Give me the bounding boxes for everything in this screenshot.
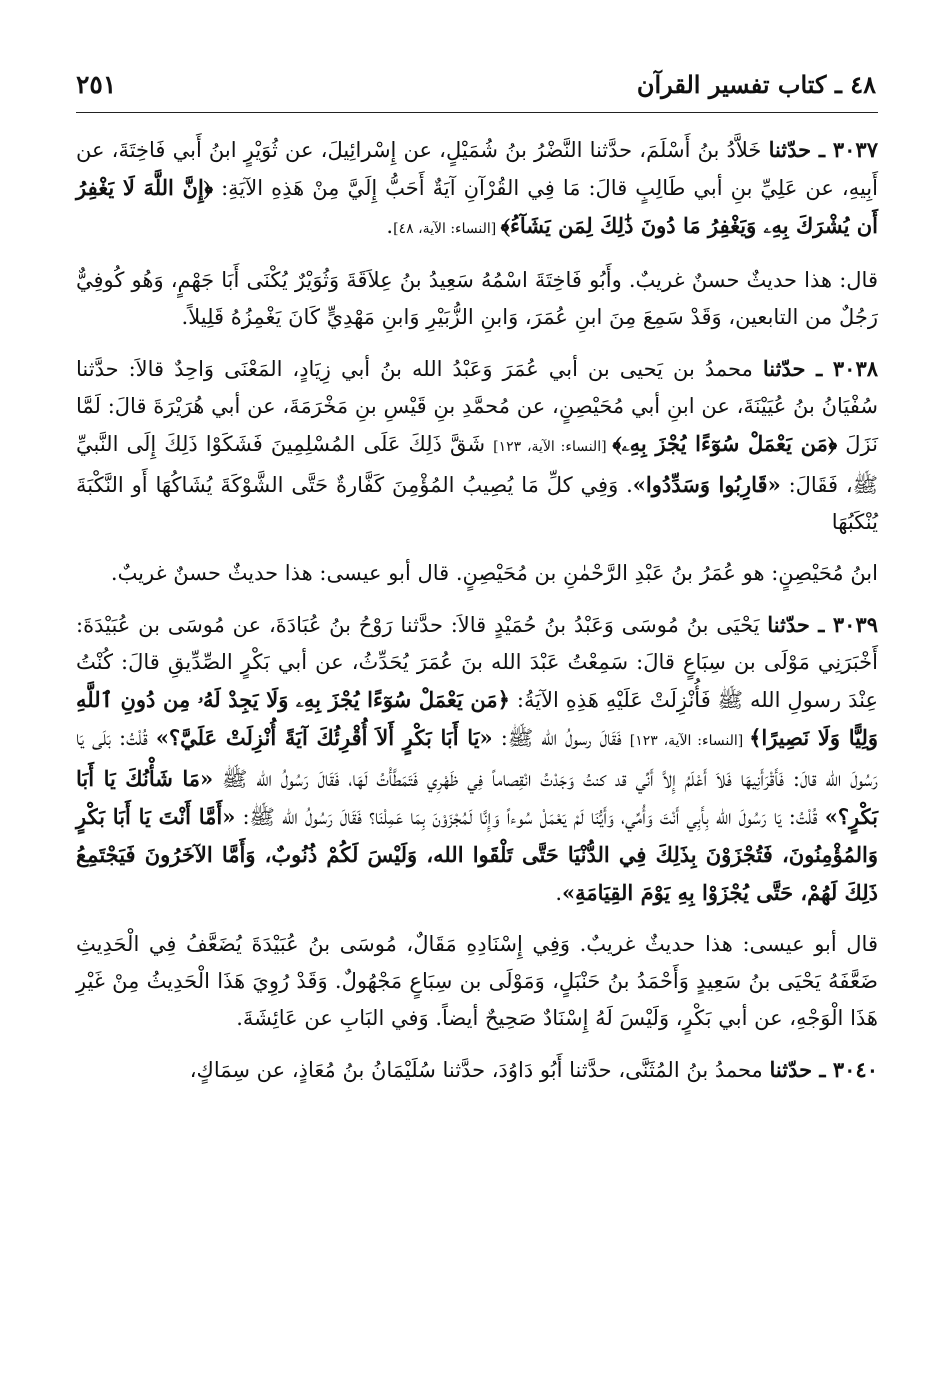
hadith-3037 [76, 131, 878, 248]
commentary-text: قال: هذا حديثٌ حسنٌ غريبٌ. وأَبُو فَاخِتَةَ اسْمُهُ سَعِيدُ بنُ عِلاَقَةَ وَثُوَيْرٌ يُكْنَى أَبَا جَهْمٍ، وَهُو كُوفِيٌّ رَجُلٌ من التابعين، وَقَدْ سَمِعَ مِنَ ابنِ عُمَرَ، وَابنِ الزُّبَيْرِ وَابنِ مَهْدِيٍّ كَانَ يَغْمِزُهُ قَلِيلاً. [76, 268, 878, 329]
hadith-text: محمدُ بن يَحيى بن أبي عُمَرَ وَعَبْدُ الله بنُ أبي زِيَادٍ، المَعْنَى وَاحِدٌ قالاَ: حدَّثنا سُفْيَانُ بنُ عُيَيْنَةَ، عن ابنِ أبي مُحَيْصِنٍ، عن مُحمَّدِ بنِ قَيْسِ بنِ مَخْرَمَةَ، عن أبي هُرَيْرَةَ قالَ: لَمَّا نَزَلَ [76, 357, 878, 456]
hadith-text: . [386, 214, 394, 238]
narration-keyword: حدّثنا [769, 1057, 813, 1082]
chapter-title: ٤٨ ـ كتاب تفسير القرآن [636, 70, 876, 99]
commentary-3039 [76, 926, 878, 1037]
prophet-saying: «قَارِبُوا وَسَدِّدُوا» [632, 472, 781, 497]
hadith-number: ٣٠٣٧ ـ [811, 137, 878, 162]
hadith-text: خَلاَّدُ بنُ أَسْلَمَ، حدَّثنا النَّضْرُ بنُ شُمَيْلٍ، عن إِسْرائِيلَ، عن ثُوَيْرٍ ابنُ أَبي فَاخِتَةَ، عن أَبِيهِ، عن عَلِيِّ بنِ أبي طَالِبٍ قالَ: مَا فِي القُرْآنِ آيَةٌ أَحَبُّ إِلَيَّ مِنْ هَذِهِ الآيَةِ: [76, 138, 878, 200]
page-header [76, 64, 878, 113]
hadith-text: قُلْتُ: يَا رَسُولَ الله بِأَبِي أَنْتَ وَأُمِّي، وَأَيُّنَا لَمْ يَعْمَلْ سُوءاً وَإِنَّا لَمُجْزَوْنَ بِمَا عَمِلْنَا؟ فَقَالَ رَسُولُ الله ﷺ: [235, 805, 825, 829]
hadith-text: محمدُ بنُ المُثَنَّى، حدَّثنا أَبُو دَاوُدَ، حدَّثنا سُلَيْمَانُ بنُ مُعَاذٍ، عن سِمَاكٍ، [189, 1058, 770, 1082]
quran-verse: ﴿مَن يَعْمَلْ سُوٓءًا يُجْزَ بِهِۦ وَلَا يَجِدْ لَهُۥ مِن دُونِ ٱللَّهِ وَلِيًّا وَلَا نَصِيرًا﴾ [76, 687, 879, 750]
prophet-saying: «مَا شَأْنُكَ يَا أَبَا بَكْرٍ؟» [76, 766, 879, 829]
hadith-3038 [76, 350, 878, 541]
commentary-3037 [76, 262, 878, 336]
hadith-text: شَقَّ ذَلِكَ عَلَى المُسْلِمِينَ فَشَكَوْا ذَلِكَ إِلَى النَّبيِّ ﷺ، فَقَالَ: [76, 432, 878, 497]
book-page [76, 64, 878, 1364]
quran-verse: ﴿مَن يَعْمَلْ سُوٓءًا يُجْزَ بِهِۦ﴾ [612, 431, 838, 456]
page-content [76, 131, 878, 1089]
commentary-text: ابنُ مُحَيْصِنٍ: هو عُمَرُ بنُ عَبْدِ الرَّحْمٰنِ بن مُحَيْصِنٍ. قال أبو عيسى: هذا حديثٌ حسنٌ غريبٌ. [110, 561, 878, 585]
narration-keyword: حدّثنا [767, 612, 810, 637]
hadith-text: . [555, 881, 563, 905]
verse-reference: [النساء: الآية، ١٢٣] [493, 439, 613, 455]
hadith-number: ٣٠٤٠ ـ [812, 1057, 878, 1082]
hadith-number: ٣٠٣٩ ـ [809, 612, 878, 637]
prophet-saying: «أَمَّا أَنْتَ يَا أَبَا بَكْرٍ وَالمُؤْمِنُونَ، فَتُجْزَوْنَ بِذَلِكَ فِي الدُّنْيَا حَتَّى تَلْقَوا الله، وَلَيْسَ لَكُمْ ذُنُوبٌ، وَأَمَّا الآخَرُونَ فَيَجْتَمِعُ ذَلِكَ لَهُمْ، حَتَّى يُجْزَوْا بِهِ يَوْمَ القِيَامَةِ» [76, 804, 878, 905]
verse-reference: [النساء: الآية، ١٢٣] [629, 733, 750, 749]
narration-keyword: حدّثنا [762, 356, 806, 381]
hadith-3040 [76, 1051, 878, 1089]
quran-verse: ﴿إِنَّ اللَّهَ لَا يَغْفِرُ أَن يُشْرَكَ بِهِۦ وَيَغْفِرُ مَا دُونَ ذَٰلِكَ لِمَن يَشَآءُ﴾ [76, 175, 878, 238]
prophet-saying: «يَا أَبَا بَكْرٍ أَلاَ أُقْرِئُكَ آيَةً أُنْزِلَتْ عَلَيَّ؟» [155, 725, 493, 750]
commentary-3038 [76, 555, 878, 592]
hadith-3039 [76, 606, 878, 912]
narration-keyword: حدّثنا [768, 137, 812, 162]
hadith-number: ٣٠٣٨ ـ [805, 356, 879, 381]
verse-reference: [النساء: الآية، ٤٨] [393, 221, 501, 237]
hadith-text: يَحْيَى بنُ مُوسَى وَعَبْدُ بنُ حُمَيْدٍ قالاَ: حدَّثنا رَوْحُ بنُ عُبَادَةَ، عن مُوسَى بن عُبَيْدَةَ: أَخْبَرَنِي مَوْلَى بن سِبَاعٍ قالَ: سَمِعْتُ عَبْدَ الله بنَ عُمَرَ يُحَدِّثُ، عن أبي بَكْرٍ الصِّدِّيقِ قالَ: كُنْتُ عِنْدَ رسولِ الله ﷺ فَأُنْزِلَتْ عَلَيْهِ هَذِهِ الآيَةُ: [76, 613, 878, 712]
page-number: ٢٥١ [76, 70, 117, 99]
hadith-text: فَقَالَ رسولُ الله ﷺ: [492, 726, 630, 750]
commentary-text: قال أبو عيسى: هذا حديثٌ غريبٌ. وَفِي إِسْنَادِهِ مَقَالٌ، مُوسَى بنُ عُبَيْدَةَ يُضَعَّفُ فِي الْحَدِيثِ ضَعَّفَهُ يَحْيَى بنُ سَعِيدٍ وَأَحْمَدُ بنُ حَنْبَلٍ، وَمَوْلَى بن سِبَاعٍ مَجْهُولٌ. وَقَدْ رُوِيَ هَذَا الْحَدِيثُ مِنْ غَيْرِ هَذَا الْوَجْهِ، عن أبي بَكْرٍ، وَلَيْسَ لَهُ إِسْنَادٌ صَحِيحٌ أيضاً. وَفي البَابِ عن عَائِشَةَ. [76, 932, 878, 1030]
hadith-text: قُلْتُ: بَلَى يَا رَسُولَ الله قالَ: فَأَقْرَأَنِيهَا فَلاَ أَعْلَمُ إِلاَّ أَنِّي قد كنتُ وَجَدْتُ انْقِصاماً فِي ظَهْرِي فَتَمَطَّأْتُ لَهَا، فَقَالَ رَسُولُ الله ﷺ [76, 726, 878, 791]
hadith-text: . وَفِي كلِّ مَا يُصِيبُ المُؤْمِنَ كَفَّارةٌ حَتَّى الشَّوْكَةَ يُشَاكُهَا أَو النَّكْبَةَ يُنْكَبُهَا [76, 473, 878, 534]
